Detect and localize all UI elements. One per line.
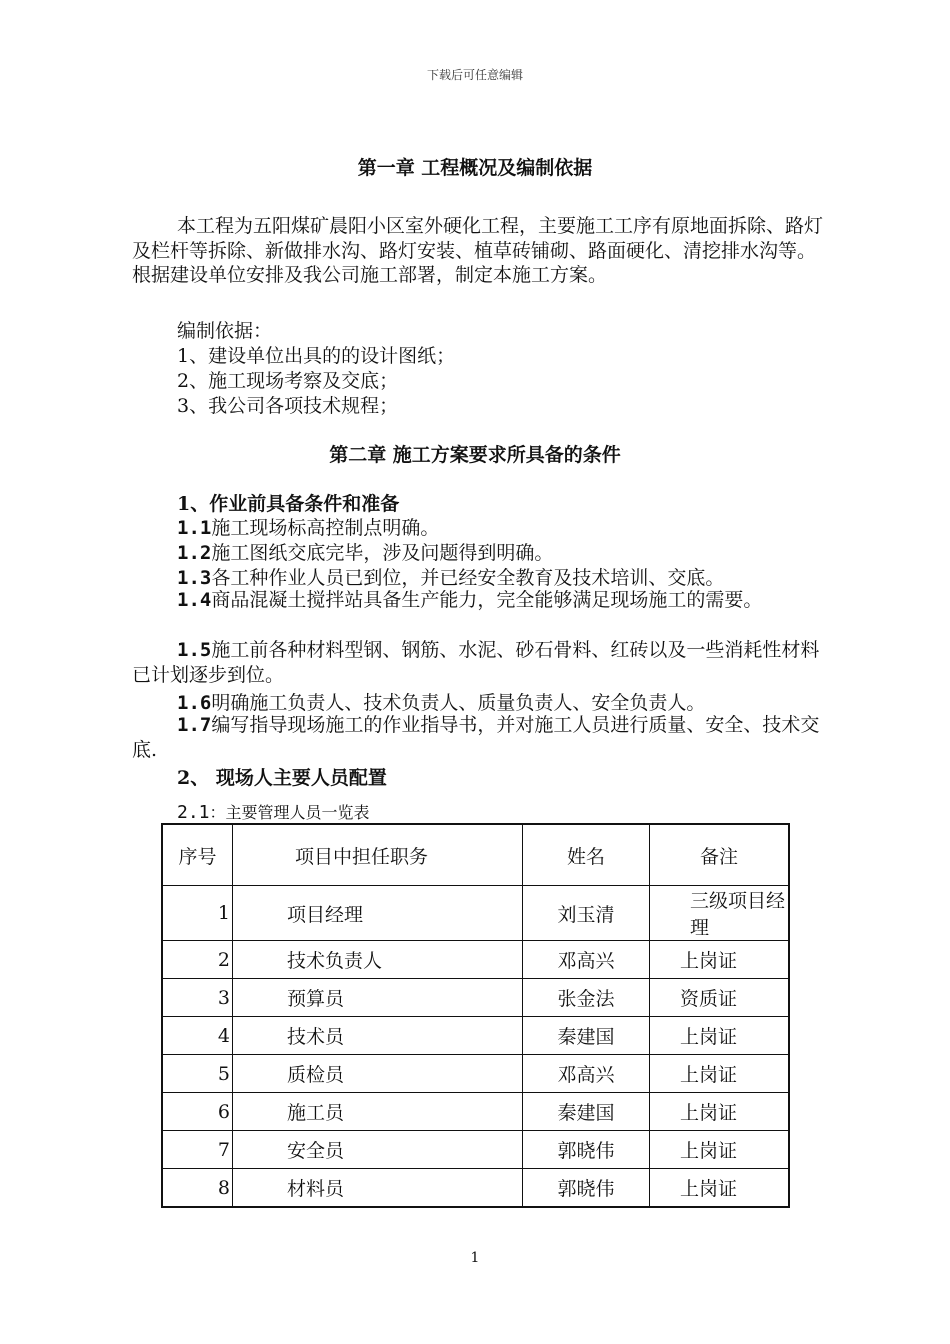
basis-item: 3、我公司各项技术规程；	[177, 395, 399, 417]
condition-item	[132, 638, 832, 687]
item-number: 1.1	[177, 517, 212, 539]
cell-role: 项目经理	[233, 886, 523, 941]
chapter1-intro: 本工程为五阳煤矿晨阳小区室外硬化工程，主要施工工序有原地面拆除、路灯及栏杆等拆除、新做排水沟、路灯安装、植草砖铺砌、路面硬化、清挖排水沟等。根据建设单位安排及我公司施工部署，制定本施工方案。	[132, 215, 824, 287]
cell-role: 质检员	[233, 1055, 523, 1093]
item-number: 1.4	[177, 589, 212, 611]
cell-name: 邓高兴	[523, 1055, 650, 1093]
cell-name: 郭晓伟	[523, 1169, 650, 1208]
condition-item	[132, 588, 832, 613]
item-text: 施工图纸交底完毕，涉及问题得到明确。	[211, 542, 554, 564]
item-text: 施工现场标高控制点明确。	[211, 517, 440, 539]
cell-note: 三级项目经理	[650, 886, 790, 941]
cell-role: 施工员	[233, 1093, 523, 1131]
cell-number: 3	[162, 979, 233, 1017]
section2-title: 2、 现场人主要人员配置	[177, 767, 387, 789]
condition-item	[177, 513, 439, 540]
cell-name: 邓高兴	[523, 941, 650, 979]
cell-number: 4	[162, 1017, 233, 1055]
item-number: 1.3	[177, 567, 212, 589]
basis-label: 编制依据：	[177, 320, 273, 342]
cell-name: 张金法	[523, 979, 650, 1017]
basis-item: 1、建设单位出具的的设计图纸；	[177, 345, 456, 367]
cell-number: 1	[162, 886, 233, 941]
cell-number: 7	[162, 1131, 233, 1169]
item-text: 商品混凝土搅拌站具备生产能力，完全能够满足现场施工的需要。	[211, 589, 763, 611]
header-cell: 项目中担任职务	[233, 824, 523, 886]
cell-note: 上岗证	[650, 1093, 790, 1131]
item-number: 1.6	[177, 692, 212, 714]
page-header: 下载后可任意编辑	[426, 68, 523, 82]
item-text: 施工前各种材料型钢、钢筋、水泥、砂石骨料、红砖以及一些消耗性材料已计划逐步到位。	[132, 639, 820, 686]
caption-number: 2.1	[177, 802, 210, 823]
header-cell: 备注	[650, 824, 790, 886]
cell-note: 上岗证	[650, 1055, 790, 1093]
item-number: 1.7	[177, 714, 212, 736]
table-row	[162, 941, 789, 979]
chapter1-title: 第一章 工程概况及编制依据	[357, 157, 593, 179]
cell-role: 技术员	[233, 1017, 523, 1055]
item-number: 1.5	[177, 639, 212, 661]
table-row	[162, 1169, 789, 1208]
condition-item	[177, 688, 705, 715]
chapter2-title: 第二章 施工方案要求所具备的条件	[329, 444, 621, 466]
cell-role: 安全员	[233, 1131, 523, 1169]
table-row	[162, 1017, 789, 1055]
cell-note: 上岗证	[650, 1169, 790, 1208]
staff-table	[161, 823, 790, 1208]
cell-name: 秦建国	[523, 1017, 650, 1055]
cell-role: 预算员	[233, 979, 523, 1017]
section1-title: 1、作业前具备条件和准备	[177, 493, 400, 515]
item-text: 明确施工负责人、技术负责人、质量负责人、安全负责人。	[211, 692, 706, 714]
item-text: 编写指导现场施工的作业指导书，并对施工人员进行质量、安全、技术交底.	[132, 714, 820, 761]
condition-item	[132, 713, 832, 762]
item-number: 1.2	[177, 542, 212, 564]
table-header-row	[162, 824, 789, 886]
condition-item	[177, 563, 724, 590]
table-row	[162, 979, 789, 1017]
cell-name: 刘玉清	[523, 886, 650, 941]
cell-number: 8	[162, 1169, 233, 1208]
cell-name: 郭晓伟	[523, 1131, 650, 1169]
cell-number: 6	[162, 1093, 233, 1131]
basis-item: 2、施工现场考察及交底；	[177, 370, 399, 392]
page-number: 1	[470, 1250, 480, 1266]
cell-role: 材料员	[233, 1169, 523, 1208]
table-row	[162, 886, 789, 941]
table-row	[162, 1131, 789, 1169]
table-row	[162, 1093, 789, 1131]
item-text: 各工种作业人员已到位，并已经安全教育及技术培训、交底。	[211, 567, 725, 589]
caption-text: ：主要管理人员一览表	[209, 803, 370, 822]
table-row	[162, 1055, 789, 1093]
cell-name: 秦建国	[523, 1093, 650, 1131]
cell-number: 2	[162, 941, 233, 979]
condition-item	[177, 538, 553, 565]
cell-note: 上岗证	[650, 941, 790, 979]
cell-number: 5	[162, 1055, 233, 1093]
cell-note: 上岗证	[650, 1131, 790, 1169]
header-cell: 序号	[162, 824, 233, 886]
cell-role: 技术负责人	[233, 941, 523, 979]
cell-note: 资质证	[650, 979, 790, 1017]
cell-note: 上岗证	[650, 1017, 790, 1055]
table-caption	[177, 800, 370, 823]
header-cell: 姓名	[523, 824, 650, 886]
